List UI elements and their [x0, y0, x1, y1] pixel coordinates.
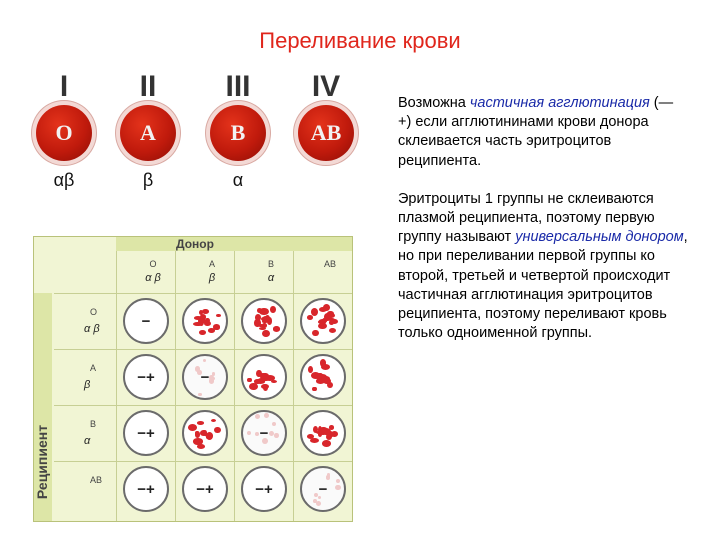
- grid-line: [175, 251, 176, 521]
- row-agglutinins: α β: [84, 323, 100, 335]
- compatibility-cell: [182, 354, 228, 400]
- agglutinated-cell: [300, 354, 346, 400]
- row-group: B: [90, 419, 97, 429]
- column-agglutinins: α: [267, 272, 275, 284]
- row-header: [56, 475, 114, 491]
- result-sign: −+: [137, 424, 155, 442]
- blood-group-ball: [36, 105, 92, 161]
- red-cell: [316, 501, 321, 506]
- red-cell-clump: [258, 378, 265, 382]
- group-numeral: I: [59, 70, 69, 103]
- explanation-text: [398, 94, 688, 362]
- recipient-label: Реципиент: [34, 424, 50, 500]
- group-numeral: IV: [311, 70, 341, 103]
- column-group: O: [149, 259, 157, 269]
- red-cell-clump: [214, 325, 220, 330]
- compatibility-cell: [241, 466, 287, 512]
- red-cell-clump: [311, 308, 318, 316]
- red-cell: [274, 433, 278, 437]
- grid-line: [54, 405, 352, 406]
- blood-group-ball: [298, 105, 354, 161]
- red-cell: [272, 422, 276, 426]
- column-group: A: [208, 259, 215, 269]
- red-cell-clump: [273, 326, 281, 331]
- compatibility-cell: [123, 410, 169, 456]
- red-cell-clump: [211, 419, 216, 422]
- text-run: Возможна: [398, 95, 470, 111]
- agglutinin-label: αβ: [53, 170, 75, 190]
- red-cell: [269, 431, 274, 436]
- agglutinin-label: β: [142, 170, 154, 190]
- paragraph-partial-agglutination: [398, 94, 688, 171]
- red-cell-clump: [197, 444, 205, 449]
- red-cell-clump: [249, 383, 258, 391]
- red-cell-clump: [205, 318, 210, 323]
- red-cell-clump: [261, 384, 269, 389]
- compatibility-table: [33, 236, 353, 522]
- red-cell: [212, 377, 215, 380]
- row-agglutinins: β: [84, 379, 91, 391]
- red-cell-clump: [193, 438, 202, 444]
- red-cell-clump: [216, 314, 221, 317]
- grid-line: [54, 293, 352, 294]
- grid-line: [293, 251, 294, 521]
- red-cell-clump: [214, 427, 221, 433]
- row-group: O: [90, 307, 98, 317]
- text-run: (— +) если агглютининами крови донора склеивается часть эритроцитов реципиента.: [398, 95, 674, 169]
- red-cell-clump: [312, 330, 319, 337]
- grid-line: [116, 251, 117, 521]
- compatibility-cell: [123, 298, 169, 344]
- result-sign: −+: [196, 480, 214, 498]
- compatibility-cell: [123, 466, 169, 512]
- row-agglutinins: α: [84, 435, 91, 447]
- red-cell-clump: [262, 323, 266, 328]
- emphasis-term: универсальным донором: [515, 229, 684, 246]
- red-cell-clump: [329, 425, 335, 430]
- red-cell: [313, 499, 317, 503]
- compatibility-cell: [241, 410, 287, 456]
- agglutinated-cell: [182, 298, 228, 344]
- page-title: Переливание крови: [259, 28, 461, 53]
- row-group: A: [90, 363, 97, 373]
- paragraph-universal-donor: [398, 190, 688, 344]
- red-cell-clump: [319, 307, 327, 312]
- agglutinated-cell: [300, 410, 346, 456]
- result-sign: −+: [137, 480, 155, 498]
- column-header: [301, 259, 359, 272]
- result-sign: −: [259, 424, 269, 442]
- column-header: [183, 259, 241, 284]
- agglutinated-cell: [300, 298, 346, 344]
- agglutinated-cell: [241, 298, 287, 344]
- result-sign: −+: [255, 480, 273, 498]
- column-group: B: [267, 259, 274, 269]
- red-cell-clump: [195, 431, 201, 438]
- red-cell-clump: [307, 315, 314, 320]
- red-cell: [255, 414, 260, 419]
- red-cell-clump: [199, 310, 203, 315]
- red-cell-clump: [329, 328, 336, 333]
- compatibility-cell: [123, 354, 169, 400]
- group-numeral: II: [139, 70, 157, 103]
- red-cell: [203, 359, 206, 362]
- red-cell-clump: [331, 431, 338, 437]
- blood-group-label: O: [55, 120, 73, 145]
- group-numeral: III: [225, 70, 251, 103]
- column-header: [124, 259, 182, 284]
- red-cell-clump: [270, 306, 276, 313]
- agglutinin-label: α: [232, 170, 244, 190]
- text-run: , но при переливании первой группы ко второй, третьей и четвертой происходит частичная агглютинация эритроцитов реципиента, поэтому переливают кровь только одноименной группы.: [398, 229, 688, 342]
- donor-header: Донор: [116, 237, 352, 251]
- red-cell: [255, 432, 259, 436]
- red-cell-clump: [322, 440, 331, 446]
- red-cell-clump: [328, 318, 335, 321]
- result-sign: −: [318, 480, 328, 498]
- grid-line: [54, 349, 352, 350]
- red-cell: [335, 485, 340, 490]
- blood-group-label: AB: [310, 120, 342, 145]
- blood-group-ball: [120, 105, 176, 161]
- agglutinated-cell: [241, 354, 287, 400]
- column-agglutinins: β: [208, 272, 216, 284]
- text-run: Эритроциты 1 группы не склеиваются плазмой реципиента, поэтому первую группу называют: [398, 190, 655, 246]
- red-cell-clump: [329, 320, 334, 325]
- red-cell: [198, 393, 202, 397]
- red-cell-clump: [197, 421, 205, 425]
- row-group: AB: [90, 475, 103, 485]
- row-header: [56, 363, 114, 391]
- red-cell: [264, 413, 269, 418]
- blood-group-ball: [210, 105, 266, 161]
- grid-line: [54, 461, 352, 462]
- red-cell: [336, 479, 340, 483]
- emphasis-term: частичная агглютинация: [469, 95, 650, 111]
- result-sign: −: [141, 312, 151, 330]
- compatibility-cell: [300, 466, 346, 512]
- agglutinated-cell: [182, 410, 228, 456]
- red-cell-clump: [326, 434, 332, 440]
- column-header: [242, 259, 300, 284]
- recipient-header: [34, 293, 52, 521]
- row-header: [56, 307, 114, 335]
- red-cell-clump: [262, 330, 270, 337]
- red-cell-clump: [271, 380, 277, 383]
- row-header: [56, 419, 114, 447]
- blood-group-label: B: [230, 120, 246, 145]
- grid-line: [234, 251, 235, 521]
- column-agglutinins: α β: [145, 272, 161, 284]
- red-cell-clump: [247, 378, 251, 383]
- red-cell-clump: [312, 387, 316, 392]
- result-sign: −+: [137, 368, 155, 386]
- red-cell-clump: [193, 322, 203, 327]
- red-cell-clump: [262, 316, 269, 323]
- column-group: AB: [323, 259, 336, 269]
- red-cell: [247, 431, 251, 435]
- red-cell-clump: [188, 424, 197, 431]
- red-cell-clump: [199, 330, 207, 335]
- red-cell-clump: [310, 438, 319, 443]
- blood-group-label: A: [140, 120, 156, 145]
- result-sign: −: [200, 368, 210, 386]
- compatibility-cell: [182, 466, 228, 512]
- red-cell-clump: [259, 309, 263, 313]
